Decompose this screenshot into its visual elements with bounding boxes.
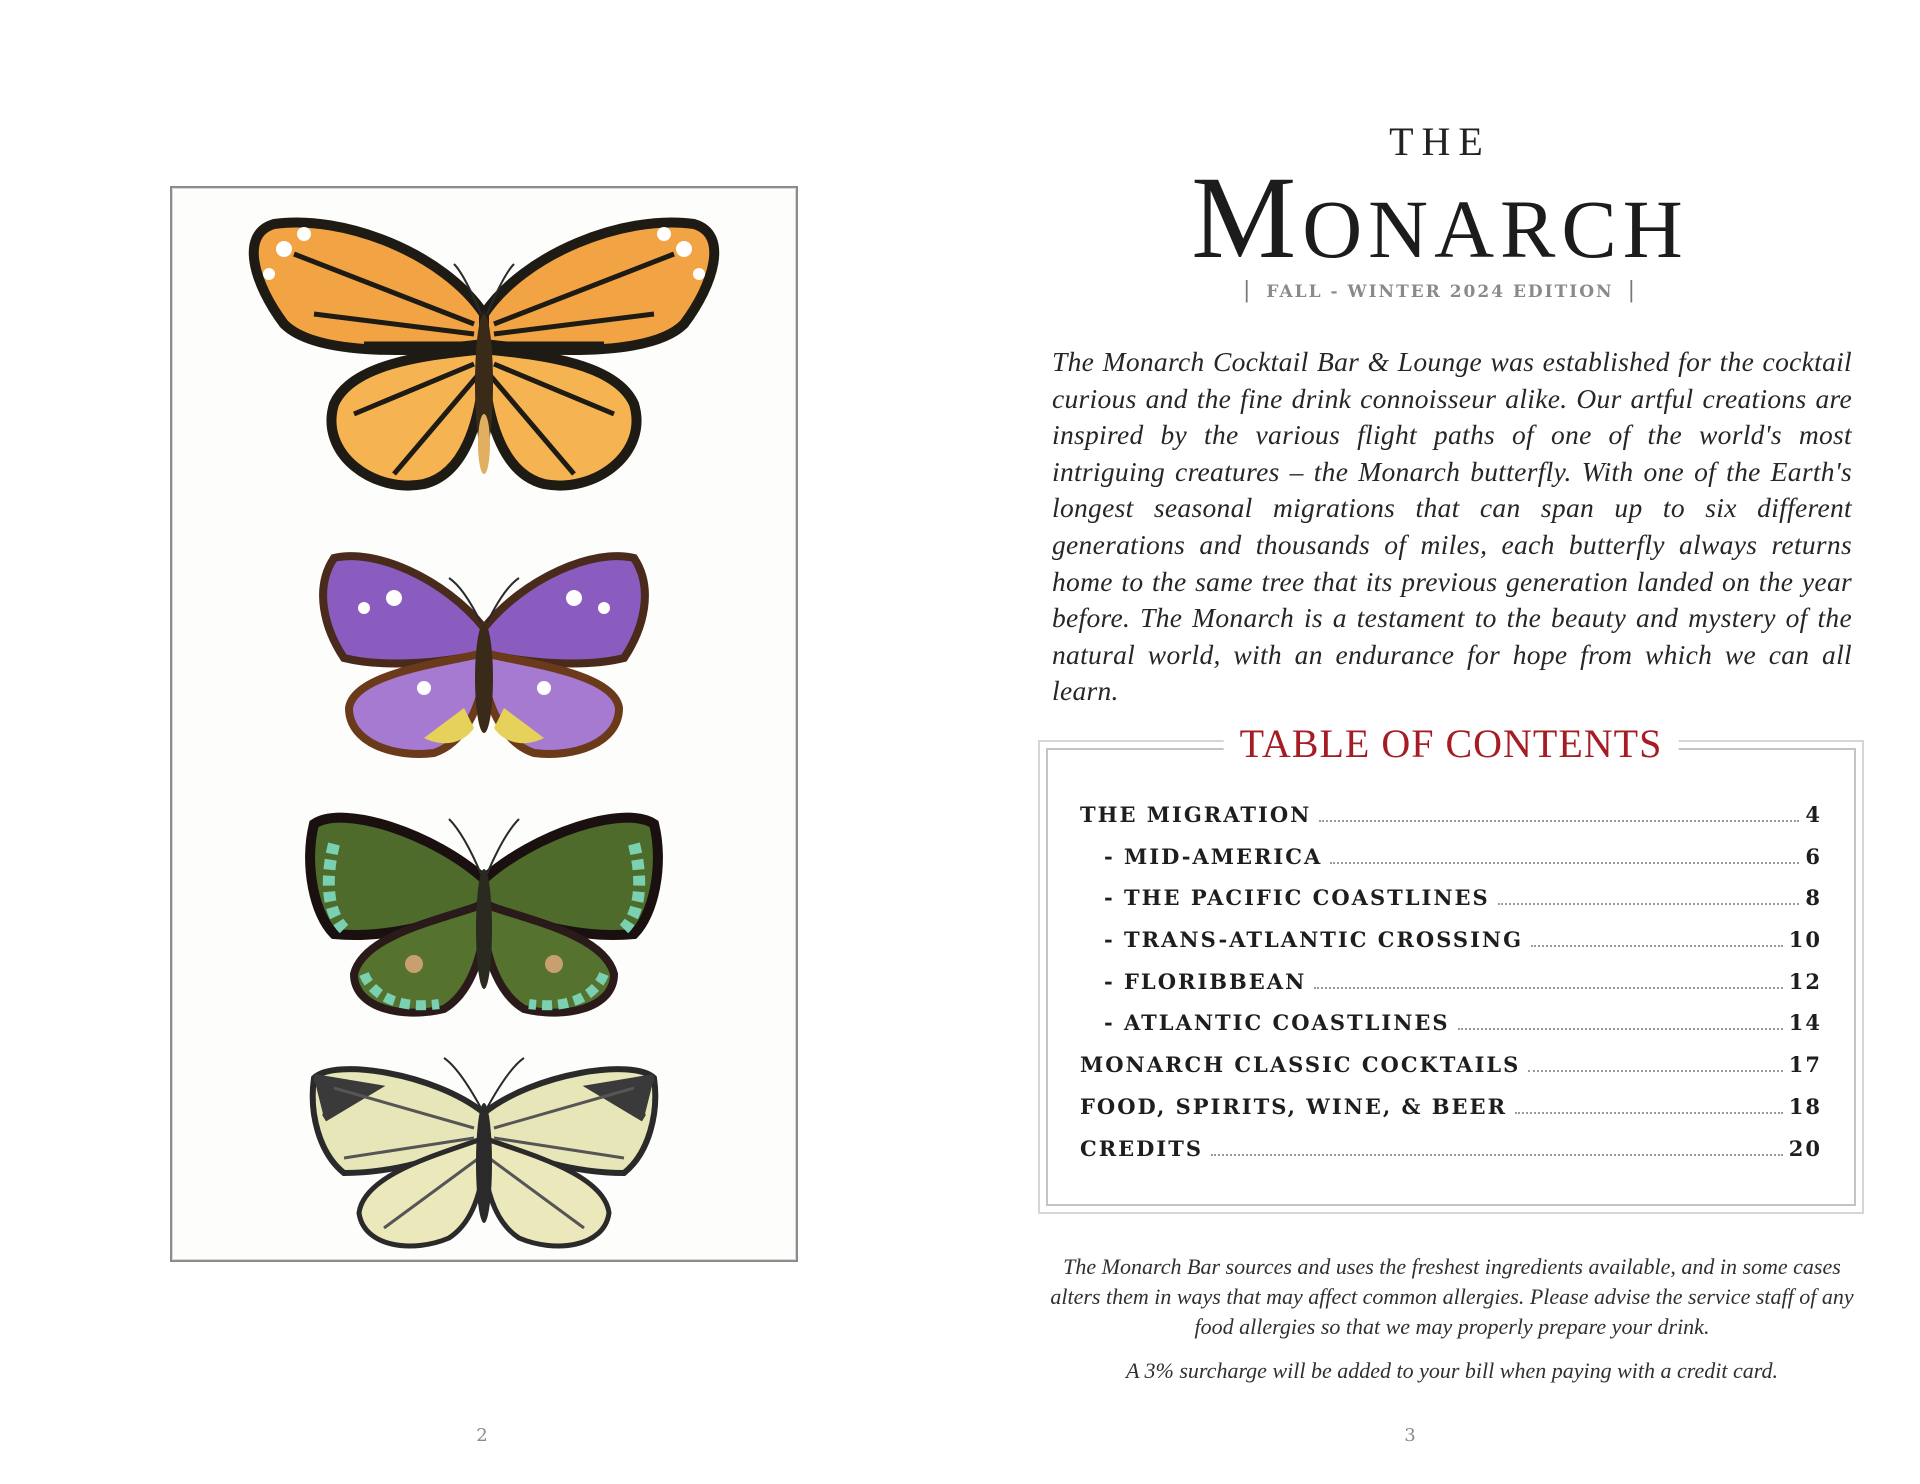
toc-leader-dots [1528, 1070, 1782, 1072]
edition-label [960, 278, 1920, 303]
page-number-right: 3 [1404, 1425, 1416, 1446]
edition-separator-right: | [1627, 278, 1637, 303]
purple-emperor-butterfly-icon [323, 556, 645, 754]
toc-item-the-migration[interactable] [1080, 802, 1822, 844]
toc-item-page: 6 [1805, 843, 1822, 869]
toc-leader-dots [1458, 1028, 1783, 1030]
toc-item-mid-america[interactable] [1080, 844, 1822, 886]
toc-item-atlantic-coastlines[interactable] [1080, 1010, 1822, 1052]
toc-item-page: 14 [1788, 1010, 1822, 1036]
toc-item-label: - TRANS-ATLANTIC CROSSING [1104, 927, 1524, 953]
title-the: THE [1389, 119, 1491, 164]
toc-item-page: 4 [1805, 802, 1822, 827]
toc-item-trans-atlantic-crossing[interactable] [1080, 927, 1822, 969]
page-number-left: 2 [476, 1425, 488, 1446]
toc-item-pacific-coastlines[interactable] [1080, 885, 1822, 927]
toc-item-credits[interactable] [1080, 1136, 1822, 1178]
pale-yellow-butterfly-icon [313, 1058, 656, 1246]
toc-leader-dots [1211, 1154, 1783, 1156]
toc-leader-dots [1314, 987, 1783, 989]
toc-item-monarch-classic-cocktails[interactable] [1080, 1052, 1822, 1094]
green-butterfly-icon [310, 818, 658, 1013]
toc-item-page: 20 [1788, 1135, 1822, 1161]
toc-leader-dots [1515, 1112, 1783, 1114]
toc-item-label: MONARCH CLASSIC COCKTAILS [1080, 1052, 1521, 1078]
toc-item-page: 17 [1788, 1052, 1822, 1078]
toc-item-label: THE MIGRATION [1080, 802, 1312, 827]
monarch-butterfly-icon [254, 222, 714, 485]
toc-item-label: CREDITS [1080, 1135, 1203, 1161]
page-title: Monarch [1191, 152, 1689, 283]
toc-title: TABLE OF CONTENTS [1224, 720, 1679, 767]
edition-separator-left: | [1243, 278, 1253, 303]
right-page [960, 0, 1920, 1484]
toc-item-page: 12 [1788, 968, 1822, 994]
toc-item-page: 8 [1805, 885, 1822, 911]
allergy-note: The Monarch Bar sources and uses the freshest ingredients available, and in some cases alters them in ways that may affect common allergies. Please advise the service staff of any food allergies so that we may properly prepare your drink. [1050, 1254, 1854, 1339]
toc-item-food-spirits-wine-beer[interactable] [1080, 1094, 1822, 1136]
toc-item-page: 18 [1788, 1093, 1822, 1119]
toc-leader-dots [1330, 862, 1799, 864]
toc-item-label: - ATLANTIC COASTLINES [1104, 1010, 1450, 1036]
toc-item-floribbean[interactable] [1080, 969, 1822, 1011]
intro-paragraph: The Monarch Cocktail Bar & Lounge was established for the cocktail curious and the fine drink connoisseur alike. Our artful creations are inspired by the various flight paths of one of the world's most intriguing creatures – the Monarch butterfly. With one of the Earth's longest seasonal migrations that can span up to six different generations and thousands of miles, each butterfly always returns home to the same tree that its previous generation landed on the year before. The Monarch is a testament to the beauty and mystery of the natural world, with an endurance for hope from which we can all learn. [1052, 346, 1852, 707]
toc-list [1080, 802, 1822, 1177]
toc-item-label: - THE PACIFIC COASTLINES [1104, 885, 1490, 911]
surcharge-note: A 3% surcharge will be added to your bill when paying with a credit card. [1126, 1358, 1778, 1383]
toc-item-label: - MID-AMERICA [1104, 843, 1323, 869]
edition-text: FALL - WINTER 2024 EDITION [1266, 282, 1614, 302]
table-of-contents [1038, 721, 1864, 1214]
toc-item-label: FOOD, SPIRITS, WINE, & BEER [1080, 1093, 1508, 1119]
toc-leader-dots [1531, 945, 1783, 947]
toc-item-label: - FLORIBBEAN [1104, 968, 1307, 994]
butterfly-plate [170, 186, 798, 1262]
toc-leader-dots [1498, 903, 1800, 905]
toc-leader-dots [1319, 820, 1799, 822]
butterfly-illustration [172, 188, 796, 1260]
toc-item-page: 10 [1788, 927, 1822, 953]
